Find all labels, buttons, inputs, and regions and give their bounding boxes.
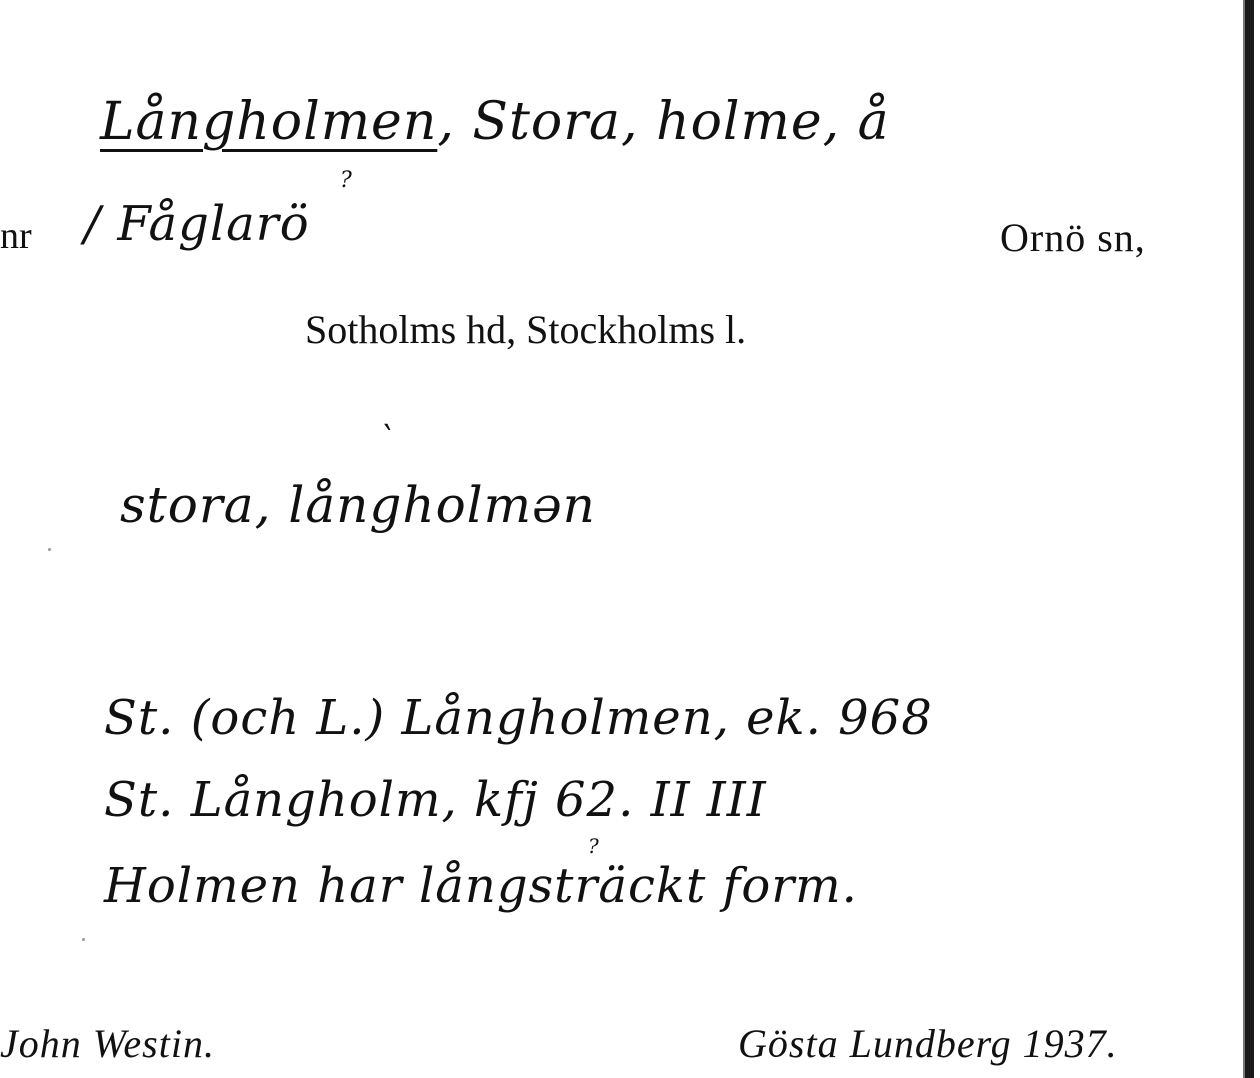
nr-query-mark: ? — [340, 168, 352, 193]
pronunciation: stora, långholmən — [120, 476, 596, 534]
signature-left: John Westin. — [0, 1021, 215, 1066]
note-line-3: Holmen har långsträckt form. — [104, 858, 858, 914]
headword-rest: , Stora, holme, å — [437, 92, 890, 152]
pronunciation-accent: ` — [378, 420, 395, 460]
note-query-mark: ? — [588, 834, 599, 858]
district: Sotholms hd, Stockholms l. — [305, 307, 747, 352]
nr-label: nr — [0, 215, 32, 257]
note-line-1: St. (och L.) Långholmen, ek. 968 — [104, 690, 933, 746]
card-edge — [1245, 0, 1254, 1078]
speck — [48, 548, 51, 551]
signature-right: Gösta Lundberg 1937. — [738, 1021, 1118, 1066]
headword-underlined: Långholmen — [100, 92, 438, 152]
nr-value: / Fåglarö — [84, 196, 310, 252]
headword-line — [100, 92, 890, 152]
speck — [82, 938, 85, 941]
note-line-2: St. Långholm, kfj 62. II III — [104, 772, 767, 828]
parish: Ornö sn, — [1000, 215, 1146, 260]
